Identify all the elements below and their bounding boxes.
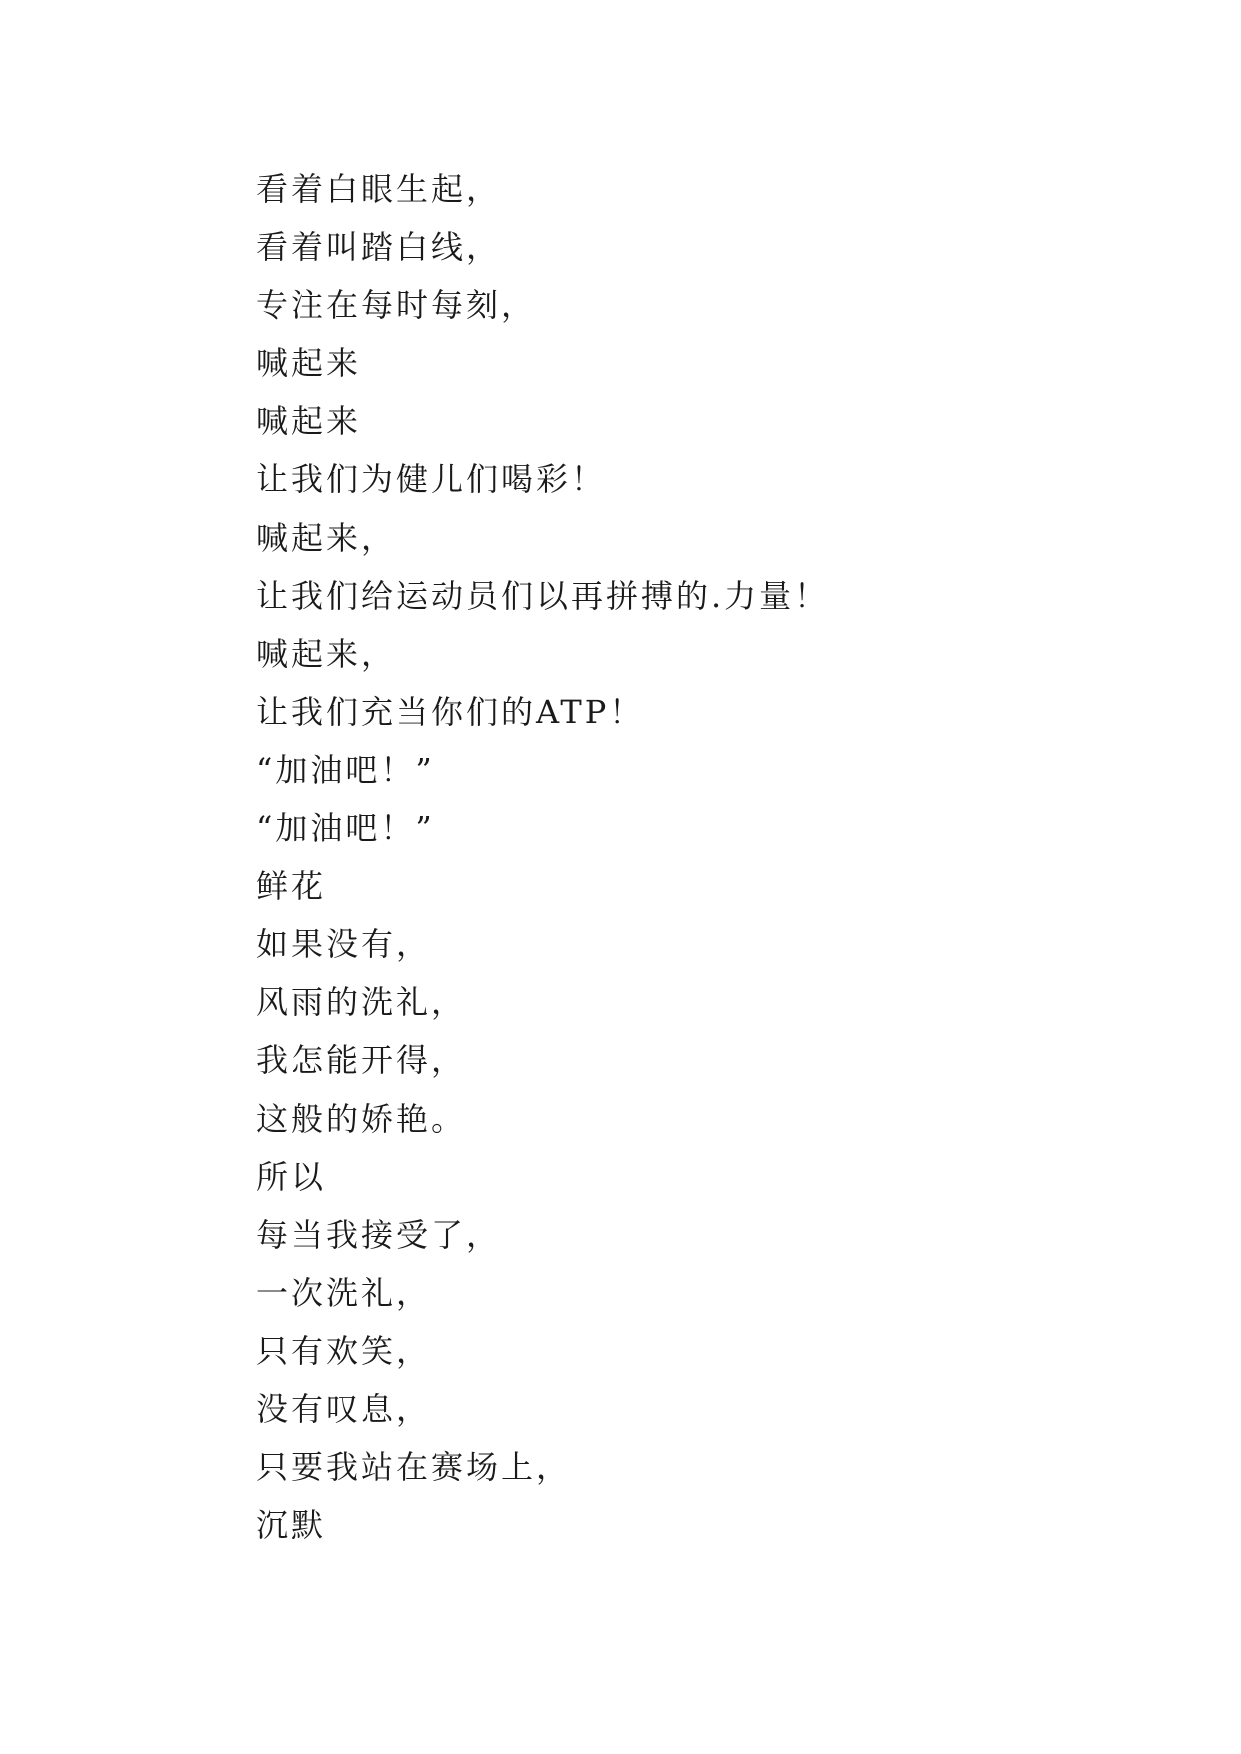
poem-text-block: [256, 160, 1156, 1554]
text-line: 让我们为健儿们喝彩！: [256, 460, 607, 499]
text-line: 喊起来，: [256, 634, 397, 673]
text-line: 没有叹息，: [256, 1389, 432, 1428]
text-line: 喊起来: [256, 402, 362, 441]
text-line: 喊起来，: [256, 518, 397, 557]
text-line: 风雨的洗礼，: [256, 983, 467, 1022]
text-line: “加油吧！”: [256, 750, 435, 789]
text-line: 看着叫踏白线，: [256, 228, 502, 267]
text-line: 每当我接受了，: [256, 1215, 502, 1254]
text-line: 如果没有，: [256, 925, 432, 964]
text-line: 专注在每时每刻，: [256, 286, 537, 325]
text-line: 我怎能开得，: [256, 1041, 467, 1080]
text-line: 让我们充当你们的ATP！: [256, 692, 645, 731]
text-line: 所以: [256, 1157, 327, 1196]
text-line: 一次洗礼，: [256, 1273, 432, 1312]
text-line: 沉默: [256, 1506, 327, 1545]
text-line: 让我们给运动员们以再拼搏的.力量！: [256, 576, 830, 615]
text-line: 这般的娇艳。: [256, 1099, 467, 1138]
text-line: “加油吧！”: [256, 809, 435, 848]
text-line: 看着白眼生起，: [256, 170, 502, 208]
text-line: 只有欢笑，: [256, 1331, 432, 1370]
text-line: 喊起来: [256, 344, 362, 383]
text-line: 只要我站在赛场上，: [256, 1448, 572, 1487]
section-title: 鲜花: [256, 867, 327, 906]
